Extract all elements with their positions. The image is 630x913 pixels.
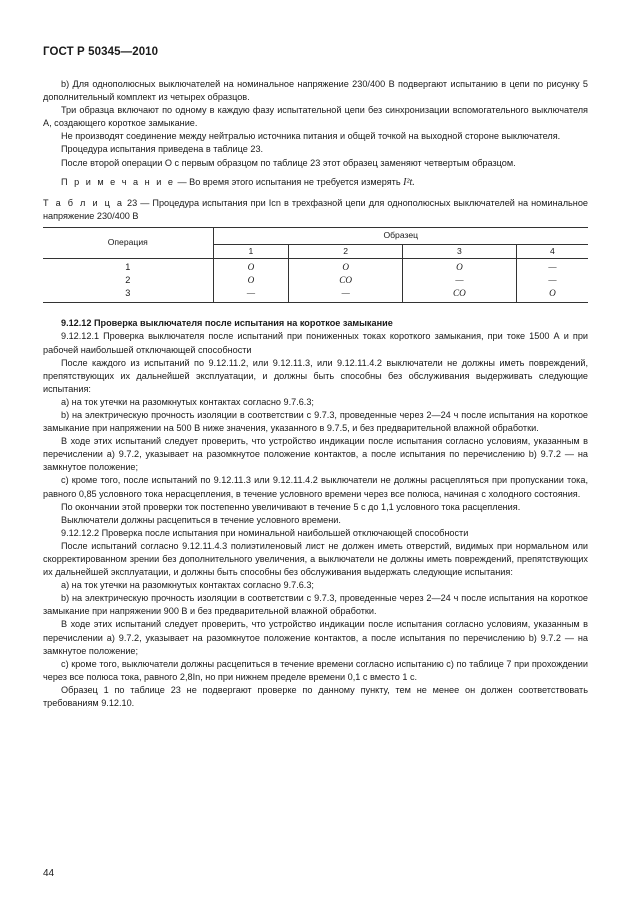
paragraph: Процедура испытания приведена в таблице 23. [61,144,264,155]
paragraph: Три образца включают по одному в каждую фазу испытательной цепи без синхронизации вспомогательного выключателя А, создающего короткое замыкание. [43,105,588,129]
note-text: — Во время этого испытания не требуется измерять [174,176,404,187]
note [43,176,588,189]
paragraph: По окончании этой проверки ток постепенно увеличивают в течение 5 с до 1,1 условного тока расцепления. [61,501,521,512]
col-header-sample: Образец [213,227,588,244]
note-formula: I²t. [403,176,415,188]
sample-number: 1 [213,244,289,258]
cell: O [516,287,588,303]
table-row [43,274,588,287]
cell-operation: 2 [43,274,213,287]
paragraph: После каждого из испытаний по 9.12.11.2, или 9.12.11.3, или 9.12.11.4.2 выключатели не должны иметь повреждений, препятствующих их дальнейшей эксплуатации, и должны быть способны без обслуживания выдерживать следующие испытания: [43,357,588,394]
paragraph: В ходе этих испытаний следует проверить, что устройство индикации после испытания согласно условиям, указанным в перечислении а) 9.7.2, указывает на разомкнутое положение контактов, а после испытания по перечислению b) 9.7.2 — на замкнутое положение; [43,619,588,656]
subsection-title: 9.12.12.2 Проверка после испытания при номинальной наибольшей отключающей способности [61,527,469,538]
sample-number: 4 [516,244,588,258]
list-item: с) кроме того, после испытаний по 9.12.11.3 или 9.12.11.4.2 выключатели не должны расцепляться при пропускании тока, равного 0,85 условного тока нерасцепления, в течение условного времени через все полюса, начиная с холодного состояния. [43,475,588,499]
table-caption [43,197,588,223]
document-body [43,78,588,710]
paragraph: Не производят соединение между нейтралью источника питания и общей точкой на выходной стороне выключателя. [61,131,561,142]
cell: O [213,259,289,275]
paragraph: Образец 1 по таблице 23 не подвергают проверке по данному пункту, тем не менее он должен соответствовать требованиям 9.12.10. [43,684,588,709]
cell: — [403,274,517,287]
page-number: 44 [43,868,55,879]
paragraph: После второй операции O с первым образцом по таблице 23 этот образец заменяют четвертым образцом. [61,157,516,168]
cell: O [213,274,289,287]
cell: O [403,259,517,275]
note-label: П р и м е ч а н и е [61,176,175,187]
cell: — [548,262,557,273]
table-row [43,259,588,275]
col-header-operation: Операция [43,227,213,258]
cell-operation: 3 [43,287,213,303]
cell: — [548,275,557,286]
table-caption-label: Т а б л и ц а [43,197,124,208]
cell-operation: 1 [43,259,213,275]
table-caption-text: 23 — Процедура испытания при Icn в трехфазной цепи для однополюсных выключателей на номинальное напряжение 230/400 В [43,197,588,221]
document-header: ГОСТ Р 50345—2010 [43,46,159,58]
cell: O [289,259,403,275]
procedure-table [43,227,588,303]
list-item: b) на электрическую прочность изоляции в соответствии с 9.7.3, проведенные через 2—24 ч после испытания на короткое замыкание при напряжении на 500 В ниже значения, указанного в 9.7.5, и без предварительной влажной обработки. [43,409,588,434]
paragraph: Выключатели должны расцепиться в течение условного времени. [61,514,341,525]
paragraph: После испытаний согласно 9.12.11.4.3 полиэтиленовый лист не должен иметь отверстий, видимых при нормальном или скорректированном зрении без дополнительного увеличения, а выключатели не должны иметь повреждений, препятствующих их дальнейшей эксплуатации, и должны быть способны без обслуживания выдержать следующие испытания: [43,540,588,578]
sample-number: 3 [403,244,517,258]
list-item: b) на электрическую прочность изоляции в соответствии с 9.7.3, проведенные через 2—24 ч после испытания на короткое замыкание при напряжении 900 В и без предварительной влажной обработки. [43,593,588,617]
cell: — [213,287,289,303]
list-item: с) кроме того, выключатели должны расцепиться в течение времени согласно испытанию с) по таблице 7 при прохождении через все полюса тока, равного 2,8In, но при нижнем пределе времени 0,1 с вместо 1 с. [43,658,588,682]
subsection-title: 9.12.12.1 Проверка выключателя после испытаний при пониженных токах короткого замыкания, при токе 1500 А и при рабочей наибольшей отключающей способности [43,331,588,355]
sample-number: 2 [289,244,403,258]
paragraph: b) Для однополюсных выключателей на номинальное напряжение 230/400 В подвергают испытанию в цепи по рисунку 5 дополнительный комплект из четырех образцов. [43,79,588,103]
table-row [43,287,588,303]
cell: — [289,287,403,303]
cell: CO [289,274,403,287]
cell: CO [403,287,517,303]
paragraph: В ходе этих испытаний следует проверить, что устройство индикации после испытания согласно условиям, указанным в перечислении а) 9.7.2, указывает на разомкнутое положение контактов, а после испытания по перечислению b) 9.7.2 — на замкнутое положение; [43,436,588,473]
list-item: а) на ток утечки на разомкнутых контактах согласно 9.7.6.3; [61,396,314,407]
list-item: а) на ток утечки на разомкнутых контактах согласно 9.7.6.3; [61,580,314,591]
section-heading: 9.12.12 Проверка выключателя после испытания на короткое замыкание [61,318,393,329]
